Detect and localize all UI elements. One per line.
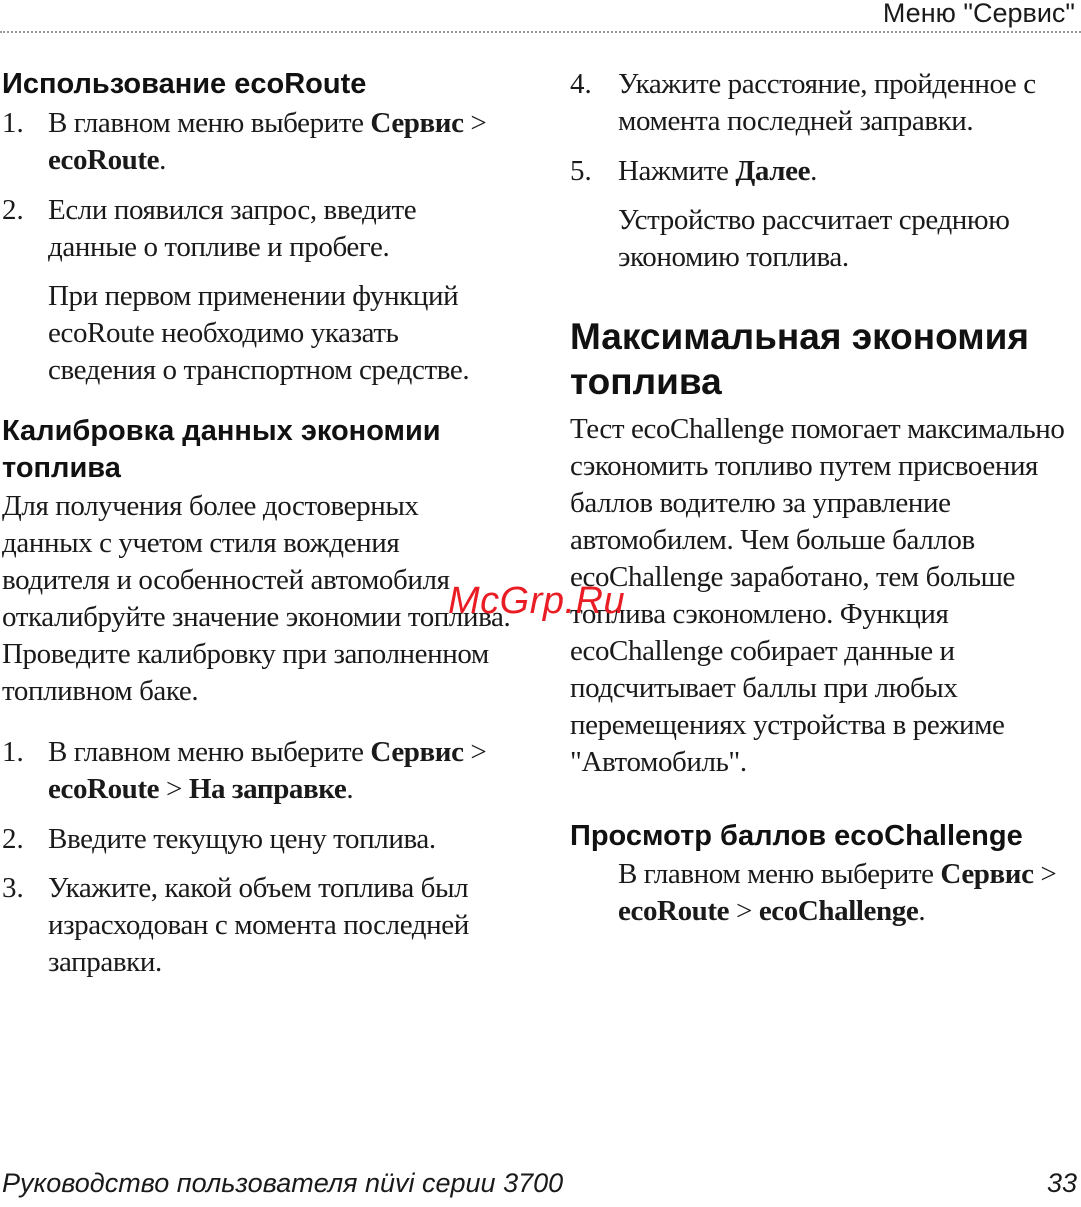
step-text: Введите текущую цену топлива. <box>48 823 436 855</box>
step-number: 1. <box>2 736 24 768</box>
menu-path-service: Сервис <box>370 736 464 768</box>
step-text: В главном меню выберите Сервис > ecoRoute > ecoChallenge. <box>618 858 1057 927</box>
step-text: Укажите, какой объем топлива был израсходован с момента последней заправки. <box>48 872 469 978</box>
section-heading-using-ecoroute: Использование ecoRoute <box>2 68 367 100</box>
step-note: Устройство рассчитает среднюю экономию топлива. <box>618 204 1010 273</box>
footer-manual-title: Руководство пользователя nüvi серии 3700 <box>2 1168 564 1198</box>
menu-path-at-pump: На заправке <box>188 773 347 805</box>
menu-path-ecoroute: ecoRoute <box>618 895 730 927</box>
section-heading-calibration: Калибровка данных экономии топлива <box>2 415 441 484</box>
step-number: 2. <box>2 194 24 226</box>
step-number: 1. <box>2 107 24 139</box>
step-number: 2. <box>2 823 24 855</box>
step-text: Если появился запрос, введите данные о топливе и пробеге. <box>48 194 417 263</box>
step-text: В главном меню выберите Сервис > ecoRoute. <box>48 107 487 176</box>
menu-path-service: Сервис <box>940 858 1034 890</box>
page-number: 33 <box>1046 1168 1077 1198</box>
step-text: Укажите расстояние, пройденное с момента последней заправки. <box>618 68 1036 137</box>
body-paragraph: Для получения более достоверных данных с учетом стиля вождения водителя и особенностей автомобиля откалибруйте значение экономии топлива. Проведите калибровку при заполненном топливном баке. <box>2 490 511 707</box>
step-number: 4. <box>570 68 592 100</box>
step-text: В главном меню выберите Сервис > ecoRoute > На заправке. <box>48 736 487 805</box>
running-header: Меню "Сервис" <box>882 0 1075 28</box>
section-heading-view-ecochallenge: Просмотр баллов ecoChallenge <box>570 820 1023 852</box>
watermark: McGrp.Ru <box>448 580 626 622</box>
step-note: При первом применении функций ecoRoute необходимо указать сведения о транспортном средстве. <box>48 280 470 386</box>
section-heading-max-economy: Максимальная экономия топлива <box>570 316 1029 402</box>
header-divider <box>0 31 1081 33</box>
menu-path-ecoroute: ecoRoute <box>48 144 160 176</box>
menu-path-ecoroute: ecoRoute <box>48 773 160 805</box>
menu-path-ecochallenge: ecoChallenge <box>758 895 919 927</box>
step-number: 5. <box>570 155 592 187</box>
next-button-label: Далее <box>735 155 811 187</box>
menu-path-service: Сервис <box>370 107 464 139</box>
step-text: Нажмите Далее. <box>618 155 817 187</box>
step-number: 3. <box>2 872 24 904</box>
body-paragraph: Тест ecoChallenge помогает максимально сэкономить топливо путем присвоения баллов водителю за управление автомобилем. Чем больше баллов ecoChallenge заработано, тем больше топлива сэкономлено. Функция ecoChallenge собирает данные и подсчитывает баллы при любых перемещениях устройства в режиме "Автомобиль". <box>570 413 1065 778</box>
